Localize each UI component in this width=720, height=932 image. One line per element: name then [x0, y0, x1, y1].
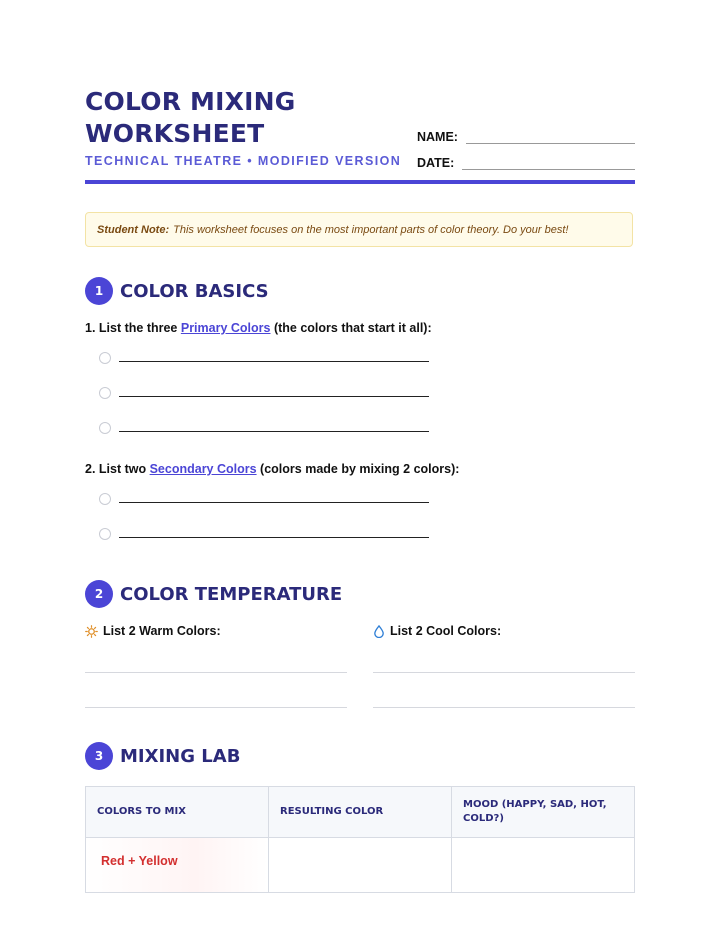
- cool-colors-column: [373, 624, 635, 714]
- column-header: RESULTING COLOR: [269, 787, 452, 837]
- label-text: List 2 Warm Colors:: [103, 624, 221, 638]
- blank-line[interactable]: [119, 424, 429, 432]
- question-text: (the colors that start it all):: [270, 321, 432, 335]
- answer-line[interactable]: [99, 352, 429, 364]
- checkbox-circle[interactable]: [99, 493, 111, 505]
- table-cell: Red + Yellow: [86, 838, 269, 892]
- date-line[interactable]: [462, 157, 635, 170]
- student-fields: [417, 124, 635, 176]
- answer-line[interactable]: [99, 422, 429, 434]
- name-label: NAME:: [417, 130, 458, 144]
- section-number: 1: [85, 277, 113, 305]
- worksheet-header: [85, 86, 635, 168]
- section-title: MIXING LAB: [120, 745, 241, 767]
- droplet-icon: [373, 625, 385, 638]
- note-label: Student Note:: [97, 223, 170, 236]
- header-divider: [85, 180, 635, 184]
- section-title: COLOR BASICS: [120, 280, 269, 302]
- section-color-basics: [85, 277, 269, 305]
- mixing-lab-table: [85, 786, 635, 893]
- blank-line[interactable]: [119, 530, 429, 538]
- section-color-temperature: [85, 580, 342, 608]
- secondary-colors-link[interactable]: Secondary Colors: [149, 462, 257, 476]
- checkbox-circle[interactable]: [99, 422, 111, 434]
- table-header: [86, 787, 634, 838]
- page-subtitle: TECHNICAL THEATRE • MODIFIED VERSION: [85, 154, 402, 168]
- blank-line[interactable]: [119, 389, 429, 397]
- student-note: [85, 212, 633, 247]
- question-primary-colors: [85, 321, 432, 335]
- checkbox-circle[interactable]: [99, 528, 111, 540]
- page-title: COLOR MIXING WORKSHEET: [85, 87, 296, 148]
- question-text: 2. List two: [85, 462, 150, 476]
- primary-colors-link[interactable]: Primary Colors: [180, 321, 271, 335]
- question-text: (colors made by mixing 2 colors):: [256, 462, 460, 476]
- section-mixing-lab: [85, 742, 240, 770]
- table-cell-input[interactable]: [269, 838, 452, 892]
- cool-colors-label: [373, 624, 635, 638]
- section-title: COLOR TEMPERATURE: [120, 583, 343, 605]
- section-number: 2: [85, 580, 113, 608]
- cool-answer-line[interactable]: [373, 671, 635, 673]
- warm-colors-column: [85, 624, 347, 714]
- name-field[interactable]: [417, 124, 635, 144]
- question-secondary-colors: [85, 462, 459, 476]
- table-cell-input[interactable]: [452, 838, 634, 892]
- column-header: MOOD (HAPPY, SAD, HOT, COLD?): [463, 799, 607, 824]
- table-row: [86, 838, 634, 892]
- blank-line[interactable]: [119, 354, 429, 362]
- question-text: 1. List the three: [85, 321, 181, 335]
- warm-answer-line[interactable]: [85, 671, 347, 673]
- sun-icon: [85, 625, 98, 638]
- column-header: COLORS TO MIX: [86, 787, 269, 837]
- answer-line[interactable]: [99, 387, 429, 399]
- cool-answer-line[interactable]: [373, 706, 635, 708]
- date-label: DATE:: [417, 156, 455, 170]
- label-text: List 2 Cool Colors:: [390, 624, 502, 638]
- blank-line[interactable]: [119, 495, 429, 503]
- answer-line[interactable]: [99, 493, 429, 505]
- note-text: This worksheet focuses on the most important parts of color theory. Do your best!: [173, 223, 569, 236]
- answer-line[interactable]: [99, 528, 429, 540]
- warm-colors-label: [85, 624, 347, 638]
- name-line[interactable]: [466, 131, 635, 144]
- checkbox-circle[interactable]: [99, 352, 111, 364]
- date-field[interactable]: [417, 150, 635, 170]
- warm-answer-line[interactable]: [85, 706, 347, 708]
- checkbox-circle[interactable]: [99, 387, 111, 399]
- section-number: 3: [85, 742, 113, 770]
